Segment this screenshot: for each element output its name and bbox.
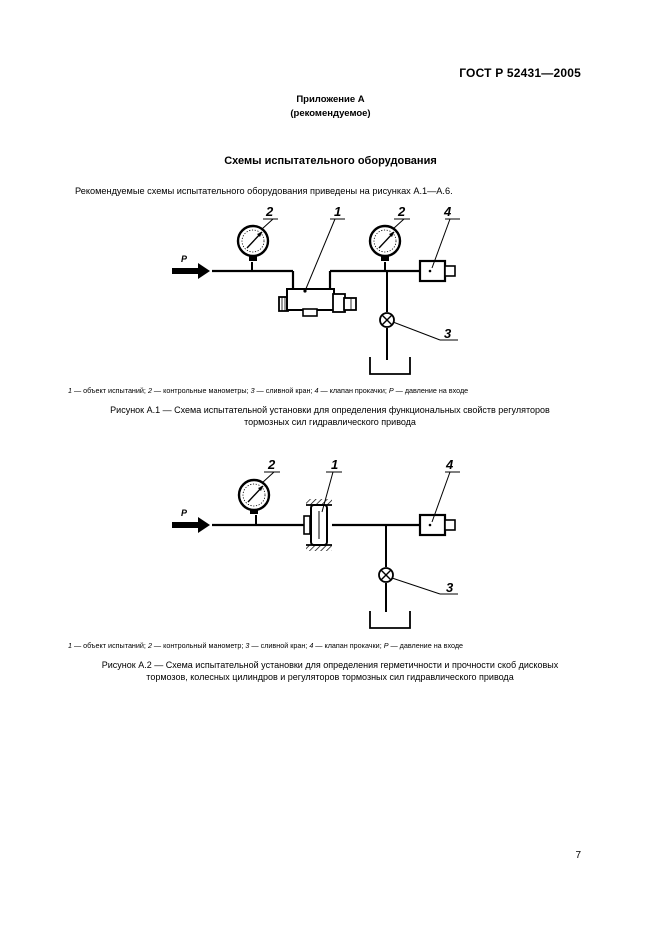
callout-4: 4 — [446, 457, 454, 472]
callout-3: 3 — [446, 580, 454, 595]
pressure-gauge-icon — [238, 226, 268, 261]
callout-1: 1 — [334, 204, 342, 219]
pressure-arrow — [172, 263, 210, 279]
bleed-valve-icon — [420, 515, 455, 535]
callout-3: 3 — [444, 326, 452, 341]
callout-2: 2 — [266, 204, 274, 219]
drain-tank — [370, 611, 410, 628]
standard-number: ГОСТ Р 52431—2005 — [459, 66, 581, 80]
page-number: 7 — [575, 850, 581, 861]
figure-2-legend: 1 — объект испытаний; 2 — контрольный манометр; 3 — сливной кран; 4 — клапан прокачки; P — давление на входе — [68, 641, 464, 650]
figure-1-legend: 1 — объект испытаний; 2 — контрольные манометры; 3 — сливной кран; 4 — клапан прокачки; P — давление на входе — [68, 386, 469, 395]
drain-valve-icon — [380, 313, 394, 327]
bleed-valve-icon — [420, 261, 455, 281]
test-object-clamp-icon — [304, 499, 332, 551]
appendix-subtitle: (рекомендуемое) — [290, 108, 371, 119]
callout-1: 1 — [331, 457, 339, 472]
figure-1-diagram — [0, 200, 661, 380]
drain-valve-icon — [379, 568, 393, 582]
pressure-label: P — [181, 508, 188, 518]
pressure-label: P — [181, 254, 188, 264]
callout-2: 2 — [398, 204, 406, 219]
appendix-title: Приложение А — [296, 94, 365, 105]
regulator-valve-icon — [279, 289, 356, 316]
pressure-gauge-icon — [370, 226, 400, 261]
section-title: Схемы испытательного оборудования — [224, 155, 437, 167]
figure-1-caption: Рисунок А.1 — Схема испытательной установки для определения функциональных свойств регуляторов тормозных сил гидравлического привода — [110, 405, 550, 427]
intro-paragraph: Рекомендуемые схемы испытательного оборудования приведены на рисунках А.1—А.6. — [75, 186, 453, 196]
callout-2: 2 — [268, 457, 276, 472]
figure-2-caption: Рисунок А.2 — Схема испытательной установки для определения герметичности и прочности скоб дисковых тормозов, колесных цилиндров и регуляторов тормозных сил гидравлического привода — [101, 660, 559, 682]
drain-tank — [370, 357, 410, 374]
pressure-arrow — [172, 517, 210, 533]
callout-4: 4 — [444, 204, 452, 219]
figure-2-diagram — [0, 455, 661, 640]
pressure-gauge-icon — [239, 480, 269, 514]
